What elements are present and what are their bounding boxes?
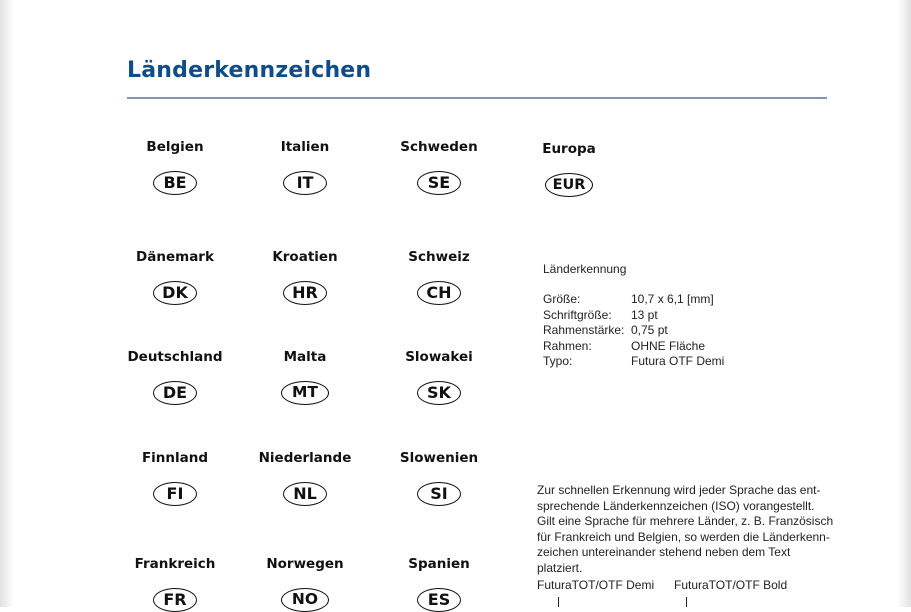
country-code-badge: EUR <box>545 173 593 197</box>
paragraph-line: sprechende Länderkennzeichen (ISO) vorangestellt. <box>537 498 815 513</box>
spec-label: Schriftgröße: <box>543 307 612 322</box>
country-niederlande <box>235 450 375 506</box>
country-code-badge: CH <box>417 281 461 305</box>
country-code-badge: DK <box>153 281 197 305</box>
country-name: Slowenien <box>399 450 479 466</box>
country-code-badge: IT <box>283 171 327 195</box>
spec-value: OHNE Fläche <box>631 338 706 353</box>
page-title: Länderkennzeichen <box>127 58 372 83</box>
country-malta <box>235 349 375 405</box>
page-shadow-left <box>0 0 14 607</box>
country-name: Malta <box>283 349 327 365</box>
country-name: Deutschland <box>127 349 223 365</box>
country-name: Spanien <box>408 556 470 572</box>
country-code-badge: SK <box>417 381 461 405</box>
country-italien <box>235 139 375 195</box>
country-slowenien <box>369 450 509 506</box>
country-slowakei <box>369 349 509 405</box>
spec-row <box>543 354 724 370</box>
country-code-badge: FR <box>153 588 197 612</box>
country-name: Kroatien <box>272 249 338 265</box>
font-marker-demi <box>558 597 559 607</box>
font-marker-bold <box>686 597 687 607</box>
country-name: Schweiz <box>408 249 470 265</box>
country-schweden <box>369 139 509 195</box>
country-belgien <box>105 139 245 195</box>
page-shadow-right <box>897 0 911 607</box>
country-spanien <box>369 556 509 612</box>
country-name: Schweden <box>400 139 478 155</box>
paragraph-line: Zur schnellen Erkennung wird jeder Sprache das ent- <box>537 483 821 497</box>
country-daenemark <box>105 249 245 305</box>
spec-label: Größe: <box>543 292 581 306</box>
country-norwegen <box>235 556 375 612</box>
country-code-badge: SI <box>417 482 461 506</box>
country-code-badge: ES <box>417 588 461 612</box>
country-schweiz <box>369 249 509 305</box>
country-name: Slowakei <box>405 349 473 365</box>
font-label-bold: FuturaTOT/OTF Bold <box>674 578 788 592</box>
spec-row <box>543 339 724 355</box>
country-code-badge: DE <box>153 381 197 405</box>
country-deutschland <box>105 349 245 405</box>
country-frankreich <box>105 556 245 612</box>
country-name: Finnland <box>141 450 209 466</box>
country-code-badge: NL <box>283 482 327 506</box>
spec-value: 10,7 x 6,1 [mm] <box>631 292 714 306</box>
spec-table <box>543 292 724 370</box>
spec-row <box>543 292 724 308</box>
country-code-badge: NO <box>281 588 329 612</box>
country-name: Niederlande <box>258 450 352 466</box>
country-name: Italien <box>280 139 330 155</box>
country-kroatien <box>235 249 375 305</box>
title-divider <box>127 97 827 99</box>
explanation-paragraph <box>537 483 837 576</box>
country-name: Frankreich <box>134 556 216 572</box>
paragraph-line: zeichen untereinander stehend neben dem Text platziert. <box>537 545 791 575</box>
country-code-badge: SE <box>417 171 461 195</box>
spec-label: Typo: <box>543 354 573 368</box>
country-code-badge: BE <box>153 171 197 195</box>
spec-heading: Länderkennung <box>543 262 627 276</box>
spec-value: Futura OTF Demi <box>631 354 725 368</box>
spec-row <box>543 308 724 324</box>
country-code-badge: FI <box>153 482 197 506</box>
country-name: Dänemark <box>136 249 214 265</box>
spec-row <box>543 323 724 339</box>
country-europa <box>499 141 639 197</box>
spec-label: Rahmen: <box>543 338 592 353</box>
spec-value: 0,75 pt <box>631 323 668 337</box>
country-finnland <box>105 450 245 506</box>
font-label-demi: FuturaTOT/OTF Demi <box>537 578 655 592</box>
country-name: Europa <box>542 141 596 157</box>
spec-label: Rahmenstärke: <box>543 323 625 337</box>
country-code-badge: HR <box>283 281 327 305</box>
country-name: Belgien <box>146 139 204 155</box>
spec-value: 13 pt <box>631 307 658 322</box>
country-name: Norwegen <box>266 556 344 572</box>
paragraph-line: Gilt eine Sprache für mehrere Länder, z. B. Französisch <box>537 514 834 528</box>
country-code-badge: MT <box>281 381 329 405</box>
paragraph-line: für Frankreich und Belgien, so werden die Länderkenn- <box>537 529 830 544</box>
